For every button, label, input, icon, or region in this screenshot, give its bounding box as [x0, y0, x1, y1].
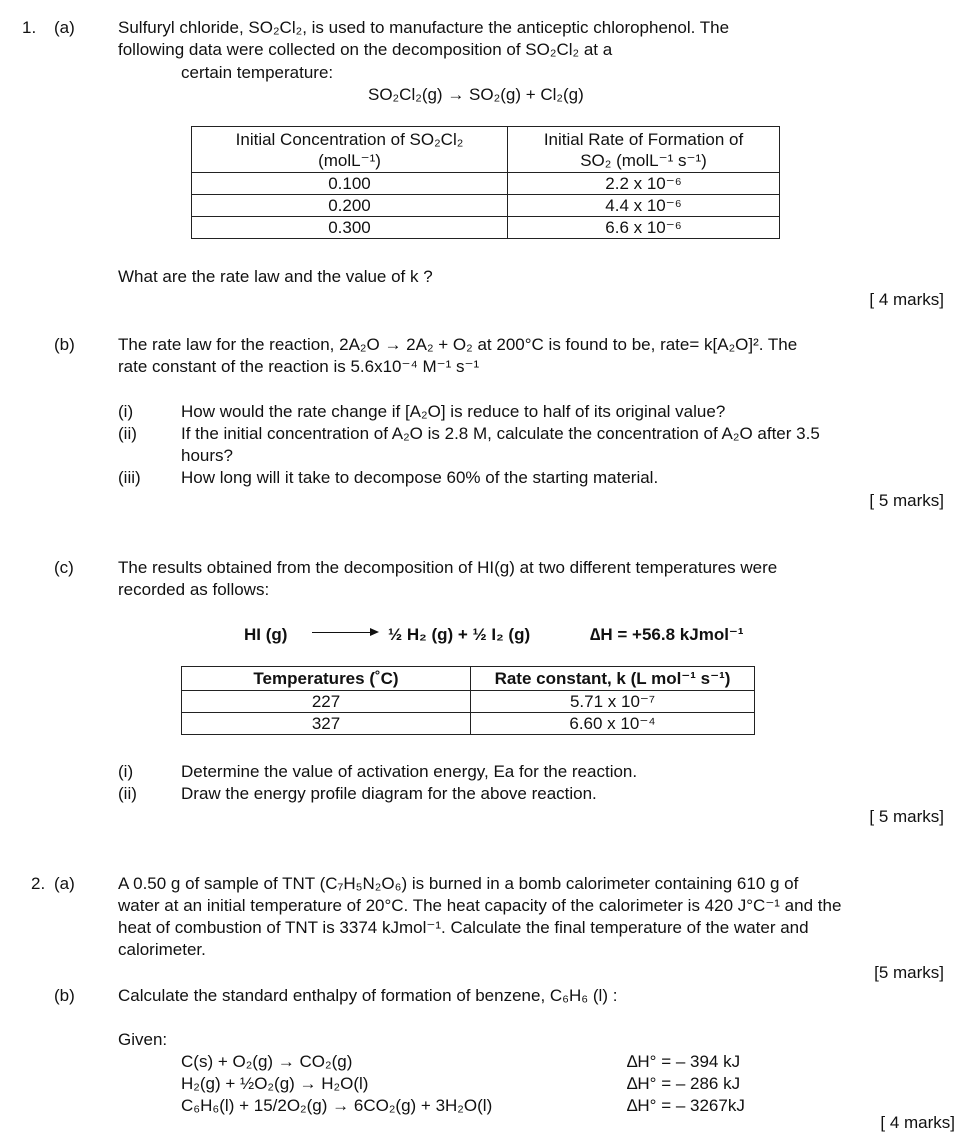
q1a-line1: Sulfuryl chloride, SO₂Cl₂, is used to manufacture the anticeptic chlorophenol. The [118, 18, 730, 37]
q1b-item-num: (i) [118, 402, 134, 421]
q2b-given: Given: [118, 1030, 168, 1049]
q1c-line2: recorded as follows: [118, 580, 270, 599]
q1c-item-text: Determine the value of activation energy, Ea for the reaction. [181, 762, 638, 781]
q2a-line3: heat of combustion of TNT is 3374 kJmol⁻¹. Calculate the final temperature of the water and [118, 918, 809, 937]
q1b-marks: [ 5 marks] [869, 491, 944, 510]
table-row [192, 195, 780, 217]
q1b-item-text-cont: hours? [181, 446, 233, 465]
table-cell-concentration: 0.200 [192, 195, 508, 217]
q1b-item-text: How long will it take to decompose 60% of the starting material. [181, 468, 659, 487]
q2b-line1: Calculate the standard enthalpy of formation of benzene, C₆H₆ (l) : [118, 986, 618, 1005]
q1c-line1: The results obtained from the decomposition of HI(g) at two different temperatures were [118, 558, 778, 577]
q1-number: 1. [22, 18, 37, 37]
q2b-reaction-dh: ∆H° = – 286 kJ [627, 1074, 741, 1093]
q1a-marks: [ 4 marks] [869, 290, 944, 309]
q1a-data-table [191, 126, 780, 239]
q2a-line2: water at an initial temperature of 20°C. The heat capacity of the calorimeter is 420 J°C⁻¹ and the [118, 896, 842, 915]
table-header-temperature: Temperatures (˚C) [182, 667, 471, 691]
q2b-reaction-dh: ∆H° = – 394 kJ [627, 1052, 741, 1071]
table-cell-concentration: 0.100 [192, 173, 508, 195]
header-line: (molL⁻¹) [318, 150, 381, 170]
q2b-reaction-eq: H₂(g) + ½O₂(g) → H₂O(l) [181, 1074, 369, 1093]
table-row [182, 691, 755, 713]
q1b-line1: The rate law for the reaction, 2A₂O → 2A₂ + O₂ at 200°C is found to be, rate= k[A₂O]². The [118, 335, 798, 354]
q1a-line2: following data were collected on the decomposition of SO₂Cl₂ at a [118, 40, 613, 59]
table-header-row [192, 127, 780, 173]
q2b-reaction-eq: C(s) + O₂(g) → CO₂(g) [181, 1052, 353, 1071]
q1c-item-num: (i) [118, 762, 134, 781]
q1b-item-num: (iii) [118, 468, 141, 487]
table-header-rate [508, 127, 780, 173]
q1a-label: (a) [54, 18, 75, 37]
table-cell-rate-constant: 6.60 x 10⁻⁴ [471, 713, 755, 735]
q1c-eq-products: ½ H₂ (g) + ½ I₂ (g) [388, 625, 531, 644]
q2b-reaction-eq: C₆H₆(l) + 15/2O₂(g) → 6CO₂(g) + 3H₂O(l) [181, 1096, 493, 1115]
header-line: SO₂ (molL⁻¹ s⁻¹) [580, 150, 707, 170]
table-cell-concentration: 0.300 [192, 217, 508, 239]
table-row [182, 713, 755, 735]
header-line: Initial Concentration of SO₂Cl₂ [235, 129, 464, 149]
q1b-item-num: (ii) [118, 424, 137, 443]
q2b-marks: [ 4 marks] [880, 1113, 955, 1132]
arrow-head-icon [370, 628, 379, 636]
q2-number: 2. [31, 874, 46, 893]
q2a-line1: A 0.50 g of sample of TNT (C₇H₅N₂O₆) is burned in a bomb calorimeter containing 610 g of [118, 874, 799, 893]
table-header-concentration [192, 127, 508, 173]
table-cell-temperature: 227 [182, 691, 471, 713]
q1c-item-text: Draw the energy profile diagram for the above reaction. [181, 784, 597, 803]
q1c-data-table [181, 666, 755, 735]
q1a-line3: certain temperature: [181, 63, 334, 82]
table-cell-rate: 4.4 x 10⁻⁶ [508, 195, 780, 217]
q1a-question: What are the rate law and the value of k ? [118, 267, 433, 286]
q2b-label: (b) [54, 986, 75, 1005]
q1c-marks: [ 5 marks] [869, 807, 944, 826]
table-cell-rate: 6.6 x 10⁻⁶ [508, 217, 780, 239]
q1a-equation: SO₂Cl₂(g) → SO₂(g) + Cl₂(g) [368, 85, 584, 104]
q2a-line4: calorimeter. [118, 940, 206, 959]
table-cell-rate: 2.2 x 10⁻⁶ [508, 173, 780, 195]
header-line: Initial Rate of Formation of [543, 129, 744, 149]
table-header-rate-constant: Rate constant, k (L mol⁻¹ s⁻¹) [471, 667, 755, 691]
table-row [192, 173, 780, 195]
q1b-item-text: If the initial concentration of A₂O is 2.8 M, calculate the concentration of A₂O after 3.5 [181, 424, 820, 443]
q2b-reaction-dh: ∆H° = – 3267kJ [627, 1096, 745, 1115]
q1c-eq-reactant: HI (g) [244, 625, 288, 644]
q1b-line2: rate constant of the reaction is 5.6x10⁻⁴ M⁻¹ s⁻¹ [118, 357, 480, 376]
q1b-label: (b) [54, 335, 75, 354]
table-header-row [182, 667, 755, 691]
q2a-marks: [5 marks] [874, 963, 944, 982]
table-cell-temperature: 327 [182, 713, 471, 735]
q1b-item-text: How would the rate change if [A₂O] is reduce to half of its original value? [181, 402, 726, 421]
q2a-label: (a) [54, 874, 75, 893]
q1c-label: (c) [54, 558, 74, 577]
table-row [192, 217, 780, 239]
q1c-item-num: (ii) [118, 784, 137, 803]
table-cell-rate-constant: 5.71 x 10⁻⁷ [471, 691, 755, 713]
q1c-eq-enthalpy: ∆H = +56.8 kJmol⁻¹ [590, 625, 744, 644]
reaction-arrow [312, 632, 372, 633]
